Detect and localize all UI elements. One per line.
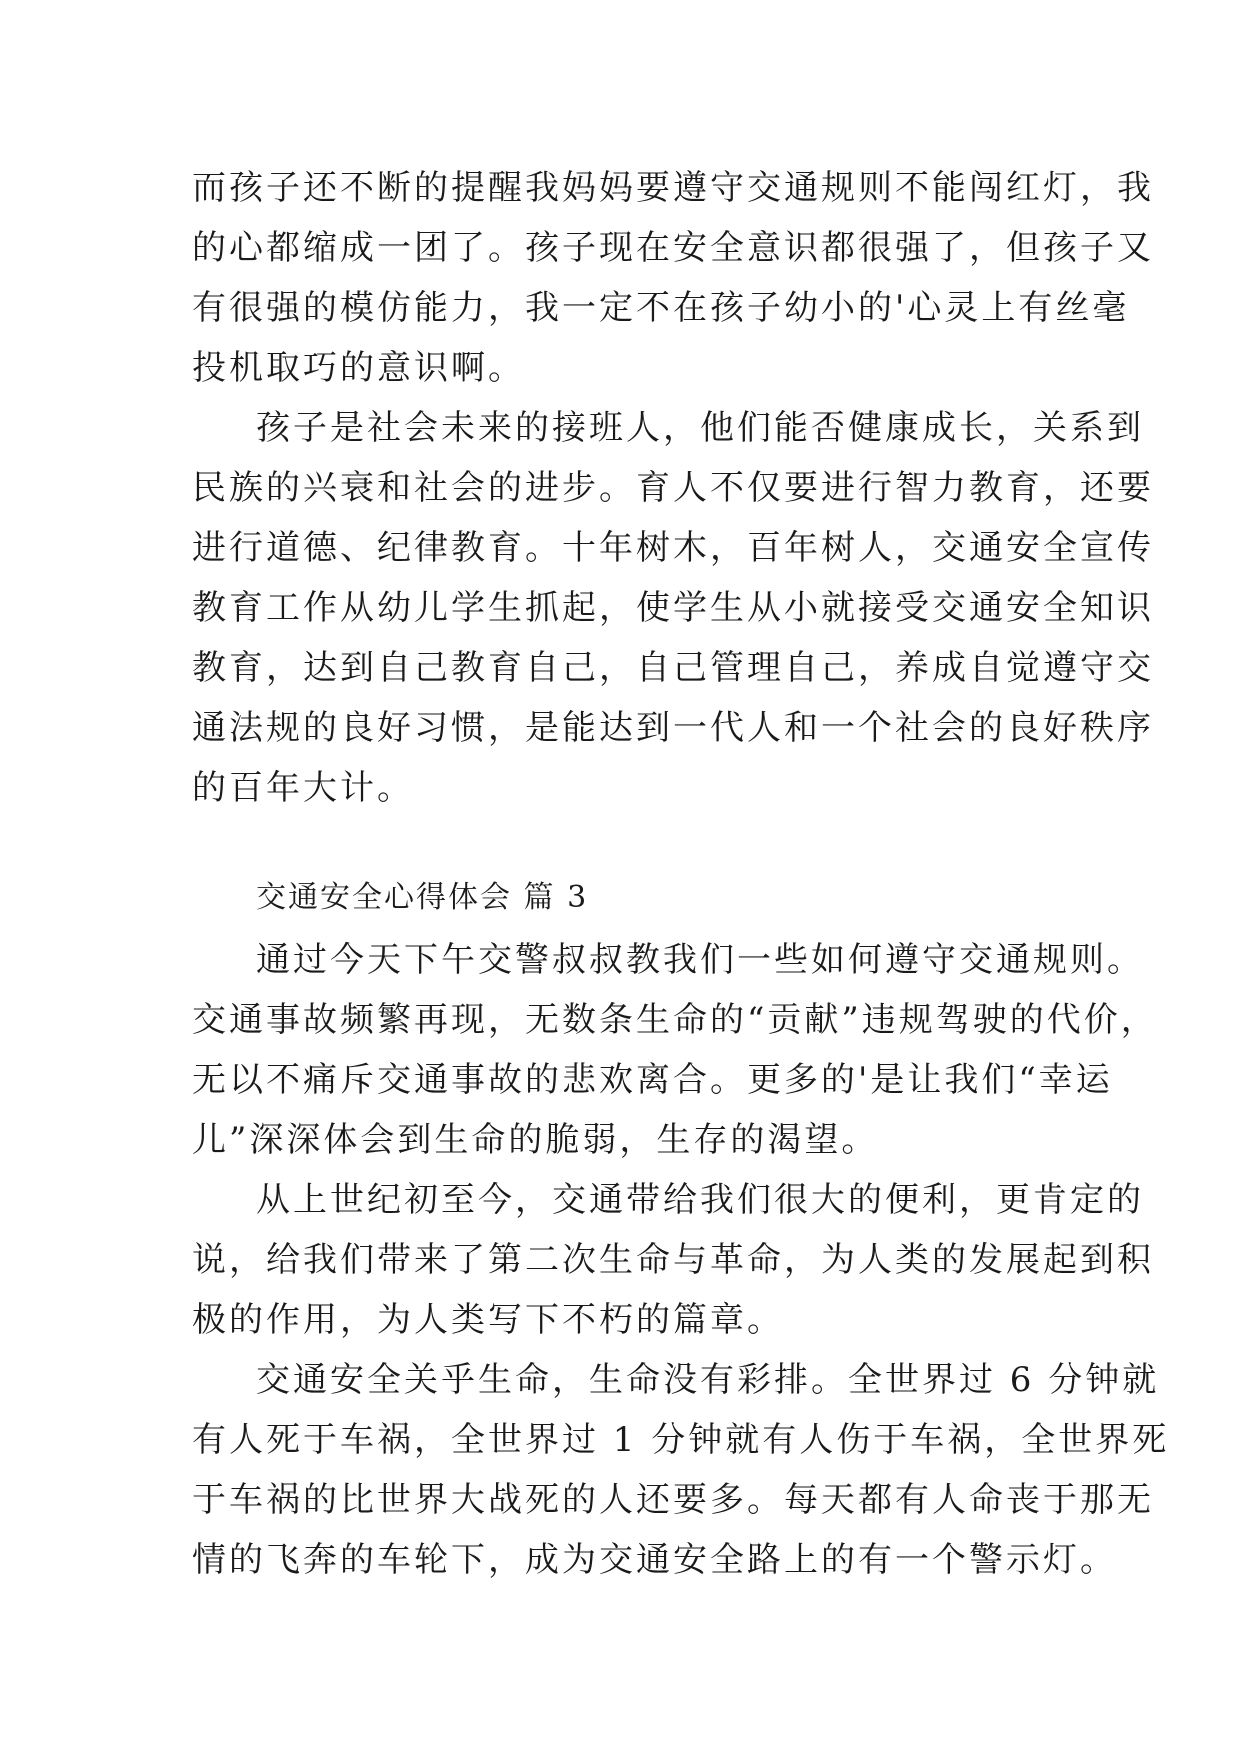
paragraph-3-line-2: 交通事故频繁再现，无数条生命的“贡献”违规驾驶的代价， xyxy=(192,1000,1158,1040)
paragraph-2-line-5: 教育，达到自己教育自己，自己管理自己，养成自觉遵守交 xyxy=(192,648,1154,688)
paragraph-4-line-1: 从上世纪初至今，交通带给我们很大的便利，更肯定的 xyxy=(256,1180,1144,1220)
paragraph-4-line-2: 说，给我们带来了第二次生命与革命，为人类的发展起到积 xyxy=(192,1240,1154,1280)
paragraph-3-line-4: 儿”深深体会到生命的脆弱，生存的渴望。 xyxy=(192,1120,879,1160)
paragraph-5-line-3: 于车祸的比世界大战死的人还要多。每天都有人命丧于那无 xyxy=(192,1480,1154,1520)
paragraph-2-line-7: 的百年大计。 xyxy=(192,768,414,808)
paragraph-1-line-2: 的心都缩成一团了。孩子现在安全意识都很强了，但孩子又 xyxy=(192,228,1154,268)
paragraph-5-line-4: 情的飞奔的车轮下，成为交通安全路上的有一个警示灯。 xyxy=(192,1540,1117,1580)
paragraph-1-line-1: 而孩子还不断的提醒我妈妈要遵守交通规则不能闯红灯，我 xyxy=(192,168,1154,208)
paragraph-2-line-1: 孩子是社会未来的接班人，他们能否健康成长，关系到 xyxy=(256,408,1144,448)
paragraph-1-line-3: 有很强的模仿能力，我一定不在孩子幼小的'心灵上有丝毫 xyxy=(192,288,1130,328)
paragraph-2-line-6: 通法规的良好习惯，是能达到一代人和一个社会的良好秩序 xyxy=(192,708,1154,748)
paragraph-3-line-3: 无以不痛斥交通事故的悲欢离合。更多的'是让我们“幸运 xyxy=(192,1060,1113,1100)
paragraph-5-line-2: 有人死于车祸，全世界过 1 分钟就有人伤于车祸，全世界死 xyxy=(192,1420,1170,1460)
paragraph-4-line-3: 极的作用，为人类写下不朽的篇章。 xyxy=(192,1300,784,1340)
paragraph-3-line-1: 通过今天下午交警叔叔教我们一些如何遵守交通规则。 xyxy=(256,940,1144,980)
paragraph-2-line-2: 民族的兴衰和社会的进步。育人不仅要进行智力教育，还要 xyxy=(192,468,1154,508)
paragraph-1-line-4: 投机取巧的意识啊。 xyxy=(192,348,525,388)
paragraph-5-line-1: 交通安全关乎生命，生命没有彩排。全世界过 6 分钟就 xyxy=(256,1360,1160,1400)
paragraph-2-line-4: 教育工作从幼儿学生抓起，使学生从小就接受交通安全知识 xyxy=(192,588,1154,628)
section-heading: 交通安全心得体会 篇 3 xyxy=(256,880,589,915)
paragraph-2-line-3: 进行道德、纪律教育。十年树木，百年树人，交通安全宣传 xyxy=(192,528,1154,568)
